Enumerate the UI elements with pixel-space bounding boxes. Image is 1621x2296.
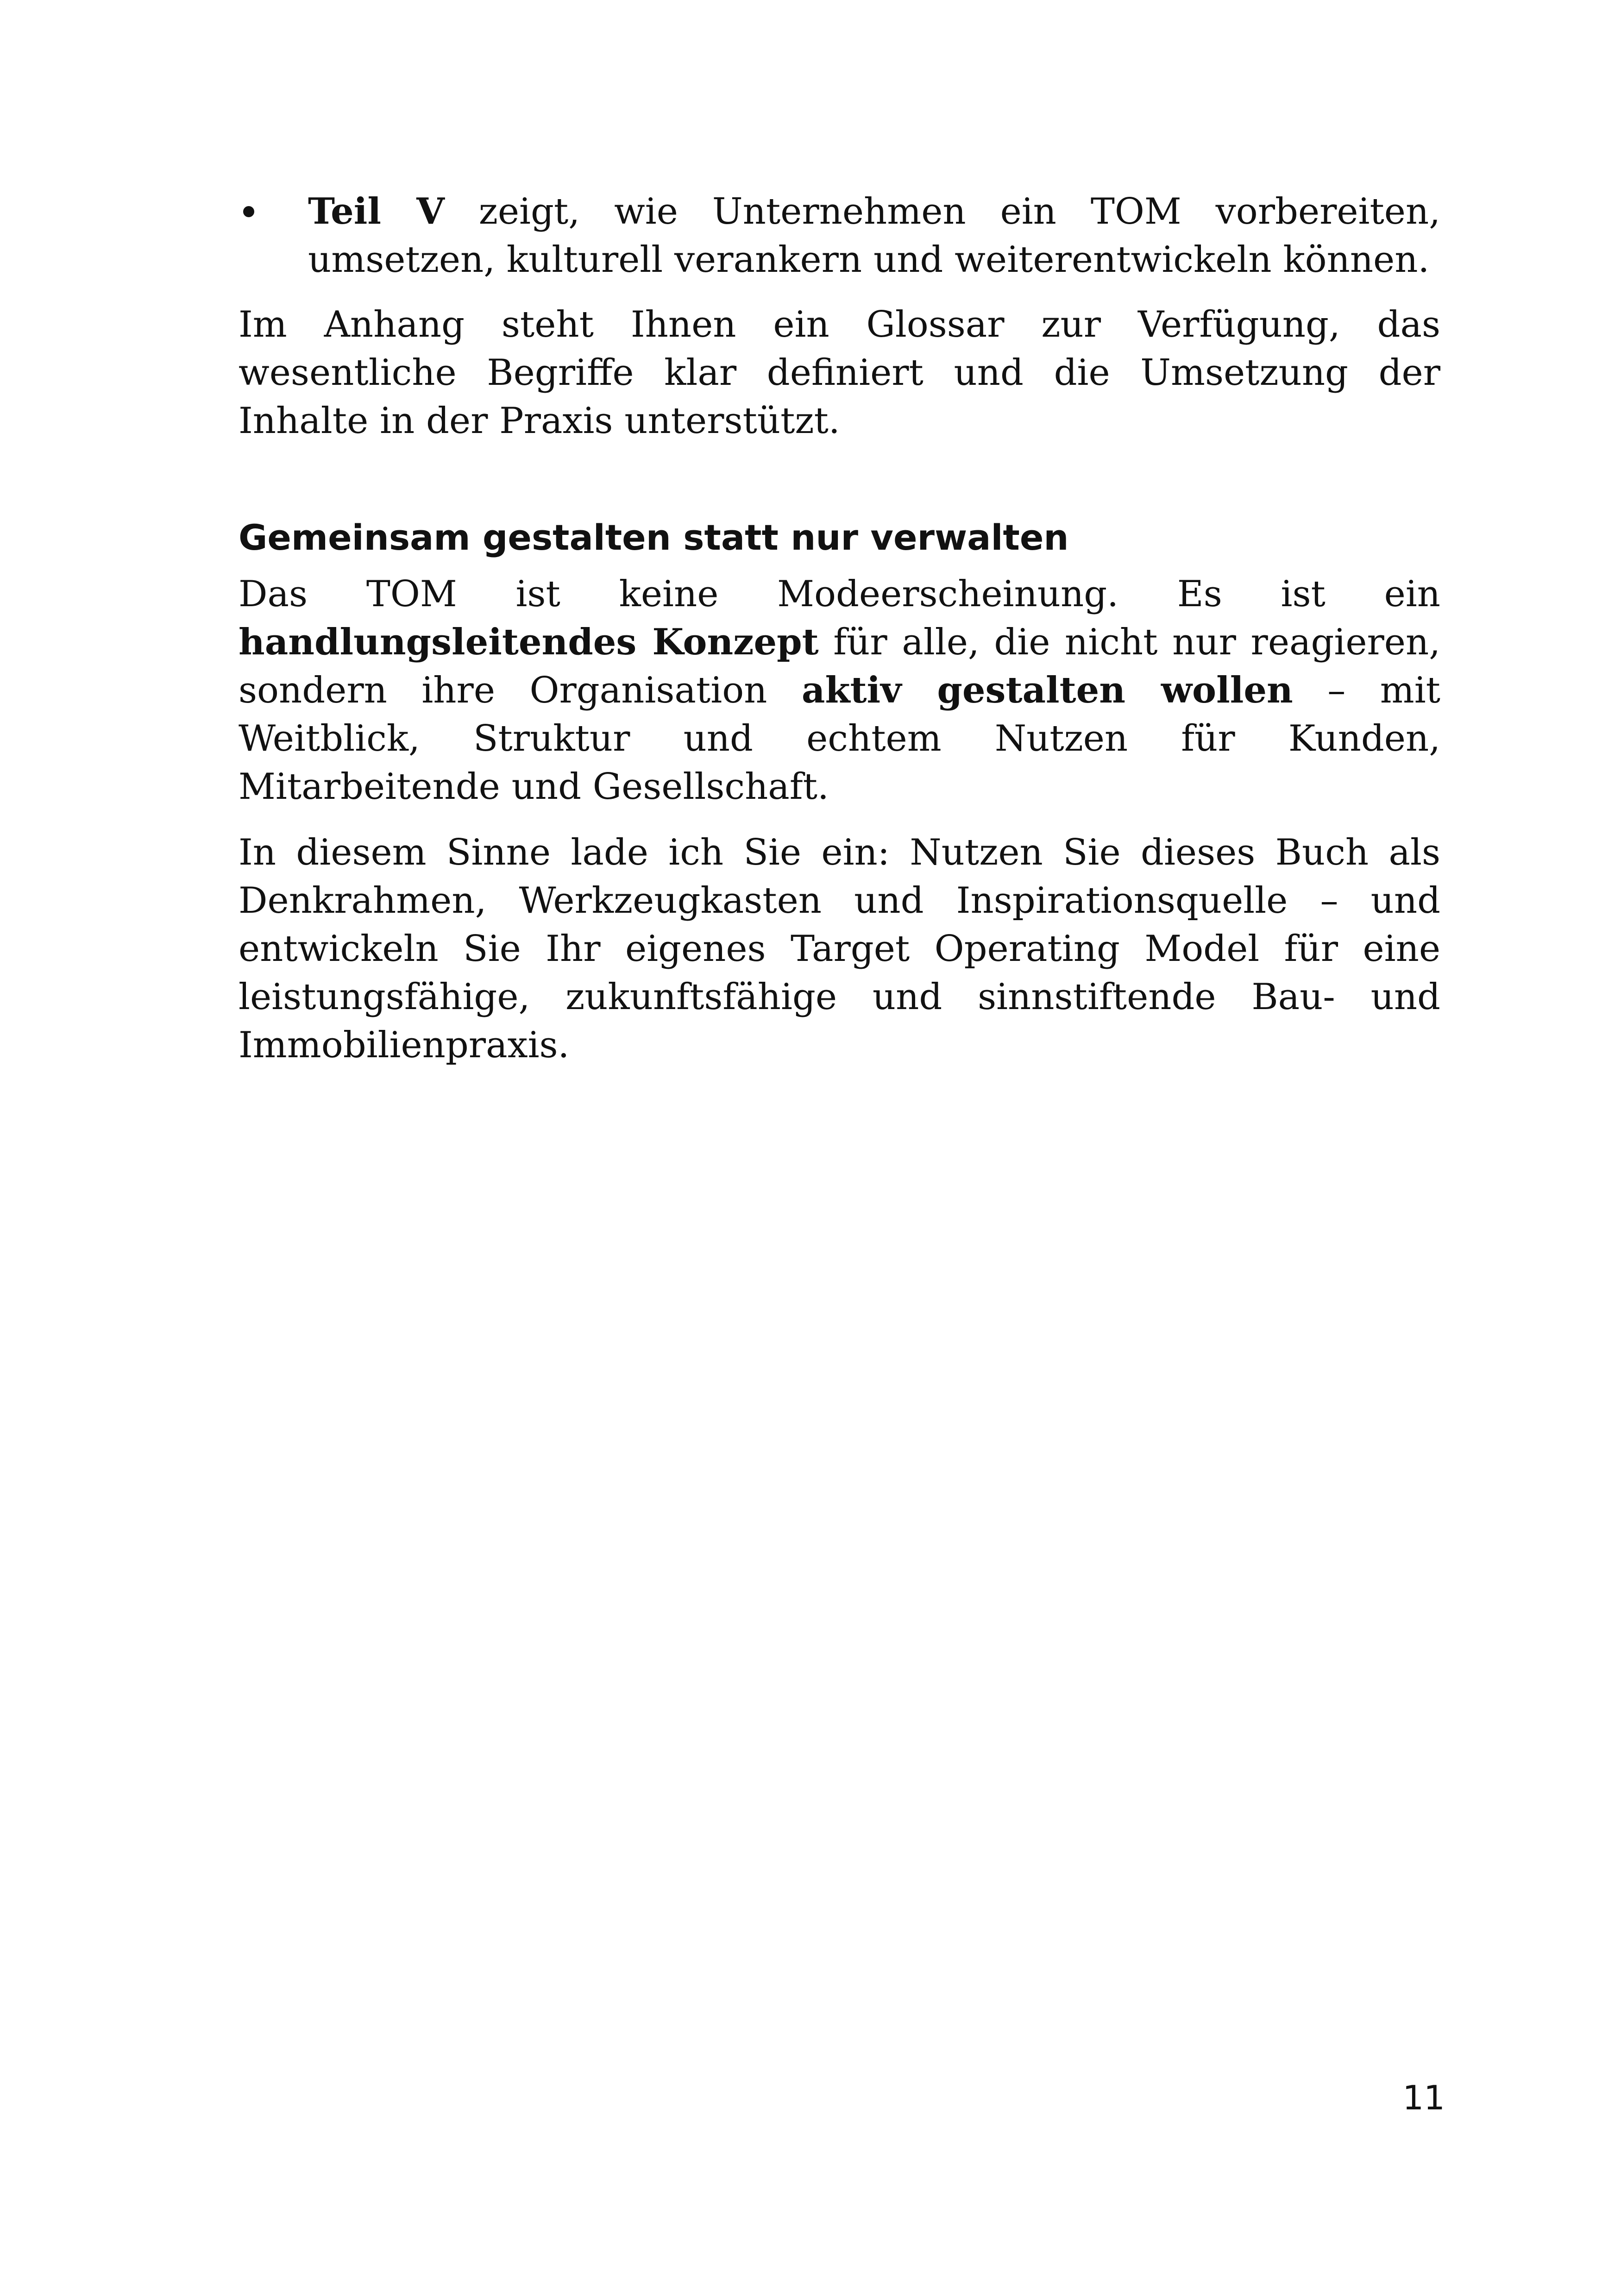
bullet-text: zeigt, wie Unternehmen ein TOM vorbereiten, umsetzen, kulturell verankern und weiterentwickeln können. <box>308 191 1440 281</box>
tom-concept-paragraph <box>239 570 1440 811</box>
appendix-paragraph: Im Anhang steht Ihnen ein Glossar zur Verfügung, das wesentliche Begriffe klar definiert und die Umsetzung der Inhalte in der Praxis unterstützt. <box>239 304 1440 442</box>
section-heading: Gemeinsam gestalten statt nur verwalten <box>239 517 1069 558</box>
invitation-paragraph: In diesem Sinne lade ich Sie ein: Nutzen Sie dieses Buch als Denkrahmen, Werkzeugkasten und Inspirationsquelle – und entwickeln Sie Ihr eigenes Target Operating Model für eine leistungsfähige, zukunftsfähige und sinnstiftende Bau- und Immobilienpraxis. <box>239 832 1440 1066</box>
page-content <box>239 188 1440 1087</box>
page-number: 11 <box>1402 2078 1445 2117</box>
bullet-item-teil-v <box>239 188 1440 284</box>
bullet-dot-icon <box>243 206 254 217</box>
bold-emphasis: handlungsleitendes Konzept <box>239 621 819 663</box>
bold-emphasis: aktiv gestalten wollen <box>801 669 1293 711</box>
paragraph-text-part: Das TOM ist keine Modeerscheinung. Es ist ein <box>239 573 1440 615</box>
paragraph-text-part: für alle, die nicht nur reagieren, sondern ihre Organisation <box>239 621 1440 711</box>
paragraph-text-part: – mit Weitblick, Struktur und echtem Nutzen für Kunden, Mitarbeitende und Gesellschaft. <box>239 670 1440 808</box>
bullet-label: Teil V <box>308 190 445 232</box>
